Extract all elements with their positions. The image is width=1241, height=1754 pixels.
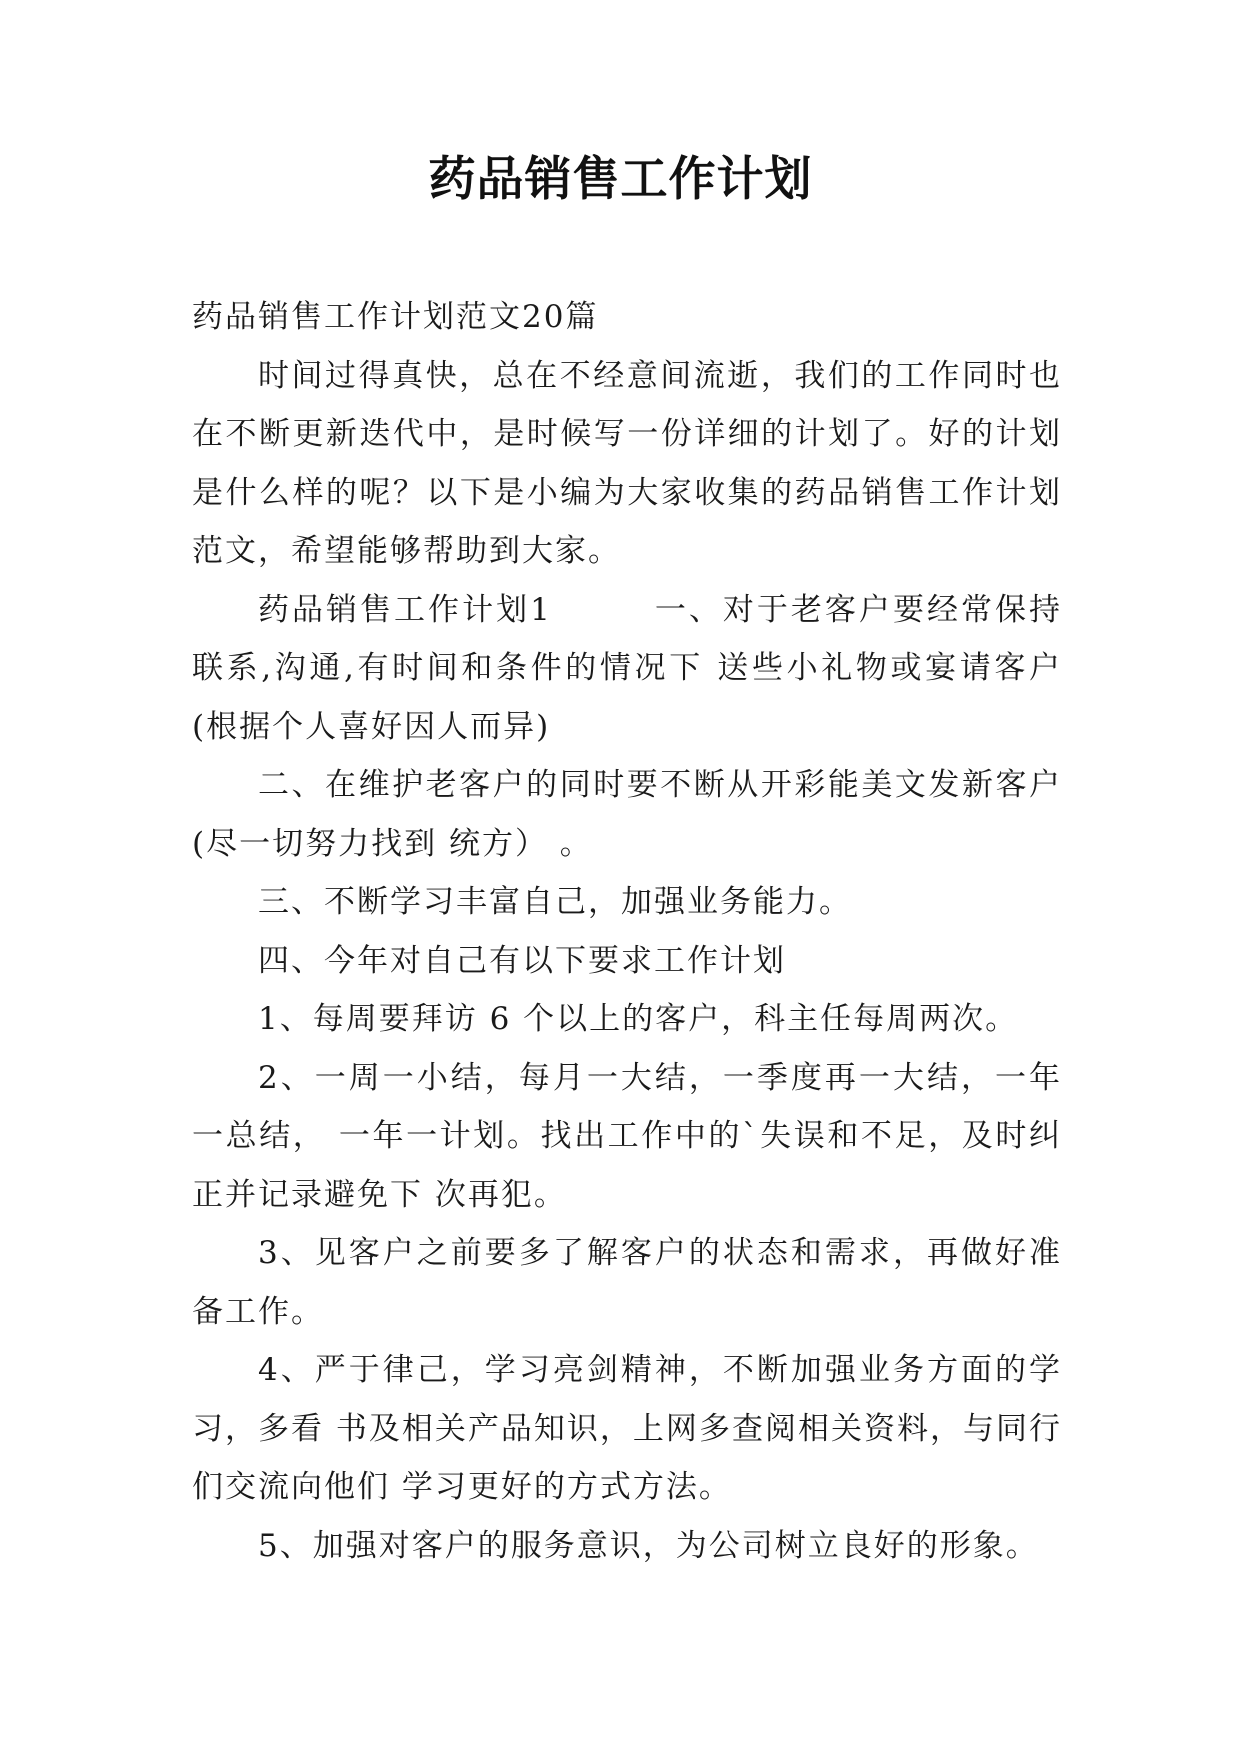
subtitle-paragraph: 药品销售工作计划范文20篇 <box>192 299 599 335</box>
plan-1-point-1: 药品销售工作计划1 一、对于老客户要经常保持联系,沟通,有时间和条件的情况下 送些小礼物或宴请客户(根据个人喜好因人而异) <box>192 591 1062 745</box>
plan-1-point-3: 三、不断学习丰富自己，加强业务能力。 <box>258 884 852 920</box>
plan-1-point-4: 四、今年对自己有以下要求工作计划 <box>258 942 786 979</box>
document-body <box>192 288 1062 1575</box>
document-title: 药品销售工作计划 <box>428 152 813 207</box>
requirement-2: 2、一周一小结，每月一大结，一季度再一大结，一年一总结， 一年一计划。找出工作中的`失误和不足，及时纠正并记录避免下 次再犯。 <box>192 1059 1062 1213</box>
intro-paragraph: 时间过得真快，总在不经意间流逝，我们的工作同时也在不断更新迭代中，是时候写一份详细的计划了。好的计划是什么样的呢？以下是小编为大家收集的药品销售工作计划范文，希望能够帮助到大家。 <box>192 357 1062 569</box>
plan-1-point-2: 二、在维护老客户的同时要不断从开彩能美文发新客户(尽一切努力找到 统方） 。 <box>192 767 1062 862</box>
requirement-5: 5、加强对客户的服务意识，为公司树立良好的形象。 <box>258 1527 1039 1564</box>
requirement-3: 3、见客户之前要多了解客户的状态和需求，再做好准备工作。 <box>192 1235 1062 1330</box>
requirement-4: 4、严于律己，学习亮剑精神，不断加强业务方面的学习，多看 书及相关产品知识，上网多查阅相关资料，与同行们交流向他们 学习更好的方式方法。 <box>192 1352 1062 1505</box>
requirement-1: 1、每周要拜访 6 个以上的客户，科主任每周两次。 <box>258 1001 1019 1037</box>
